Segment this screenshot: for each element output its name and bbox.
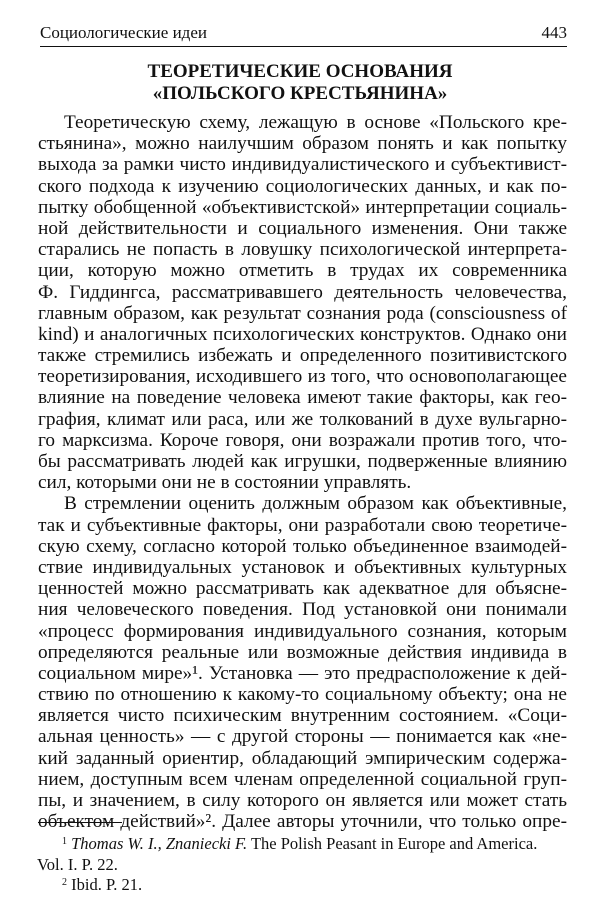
paragraph [38,493,567,832]
text-line: пытку обобщенной «объективистской» интерпретации социаль- [38,196,567,218]
text-line: сил, которыми они не в состоянии управлять. [38,472,412,494]
page-number: 443 [541,23,567,42]
text-line: ции, которую можно отметить в трудах их современника [38,260,567,282]
text-line: старались не попасть в ловушку психологической интерпрета- [38,239,567,261]
footnote-1-continued: Vol. I. P. 22. [37,854,118,874]
text-line: скую схему, согласно которой только объединенное взаимодей- [38,535,567,557]
text-line: ния человеческого поведения. Под установкой они понимали [38,599,567,621]
text-line: так и субъективные факторы, они разработали свою теоретиче- [38,514,567,536]
text-line: является чисто психическим внутренним состоянием. «Соци- [38,705,567,727]
footnote-marker: 1 [62,836,67,847]
footnote-marker: 2 [62,877,67,888]
text-line: влияние на поведение человека имеют такие факторы, как гео- [38,387,567,409]
text-line: ценностей можно рассматривать как адекватное для объясне- [38,578,567,600]
text-line: определяются реальные или возможные действия индивида в [38,641,567,663]
text-line: Ф. Гиддингса, рассматривавшего деятельность человечества, [38,281,567,303]
running-head [40,20,567,47]
footnote-2 [37,875,567,896]
text-line: стьянина», можно наилучшим образом понять и как попытку [38,133,567,155]
text-line: ского подхода к изучению социологических данных, и как по- [38,175,567,197]
footnote-text: The Polish Peasant in Europe and America. [247,834,538,853]
text-line: социальном мире»¹. Установка — это предрасположение к дей- [38,662,567,684]
text-line: ствие индивидуальных установок и объективных культурных [38,556,567,578]
section-title: Социологические идеи [40,23,207,42]
chapter-title-line: «ПОЛЬСКОГО КРЕСТЬЯНИНА» [152,83,448,104]
text-line: альная ценность» — с другой стороны — понимается как «не- [38,726,567,748]
text-line: «процесс формирования индивидуального сознания, которым [38,620,567,642]
text-line: ствию по отношению к какому-то социальному объекту; она не [38,684,567,706]
text-line: kind) и аналогичных психологических конструктов. Однако они [38,323,567,345]
footnotes [37,834,567,896]
text-line: кий заданный ориентир, обладающий эмпирическим содержа- [38,747,567,769]
text-line: бы рассматривать людей как игрушки, подверженные влиянию [38,451,567,472]
text-line: также стремились избежать и определенного позитивистского [38,345,567,367]
paragraph [38,112,567,493]
footnote-authors: Thomas W. I., Znaniecki F. [71,834,248,853]
text-line: нием, доступным всем членам определенной социальной груп- [38,768,567,790]
text-line: го марксизма. Короче говоря, они возражали против того, что- [38,429,567,451]
text-line: В стремлении оценить должным образом как объективные, [64,493,567,515]
text-line: теоретизирования, исходившего из того, что основополагающее [38,366,567,388]
footnote-text: Ibid. P. 21. [67,875,143,894]
chapter-title [0,61,600,105]
text-line: объектом действий»². Далее авторы уточнили, что только опре- [38,811,567,833]
body-text [38,112,567,832]
text-line: пы, и значением, в силу которого он является или может стать [38,790,567,811]
footnote-1 [37,834,567,855]
text-line: главным образом, как результат сознания рода (consciousness of [38,302,567,324]
footnote-divider [38,822,122,823]
text-line: Теоретическую схему, лежащую в основе «Польского кре- [64,112,567,133]
chapter-title-line: ТЕОРЕТИЧЕСКИЕ ОСНОВАНИЯ [147,61,453,82]
text-line: выхода за рамки чисто индивидуалистического и субъективист- [38,154,567,176]
text-line: ной действительности и социального изменения. Они также [38,217,567,239]
text-line: графия, климат или раса, или же толкований в духе вульгарно- [38,408,567,430]
